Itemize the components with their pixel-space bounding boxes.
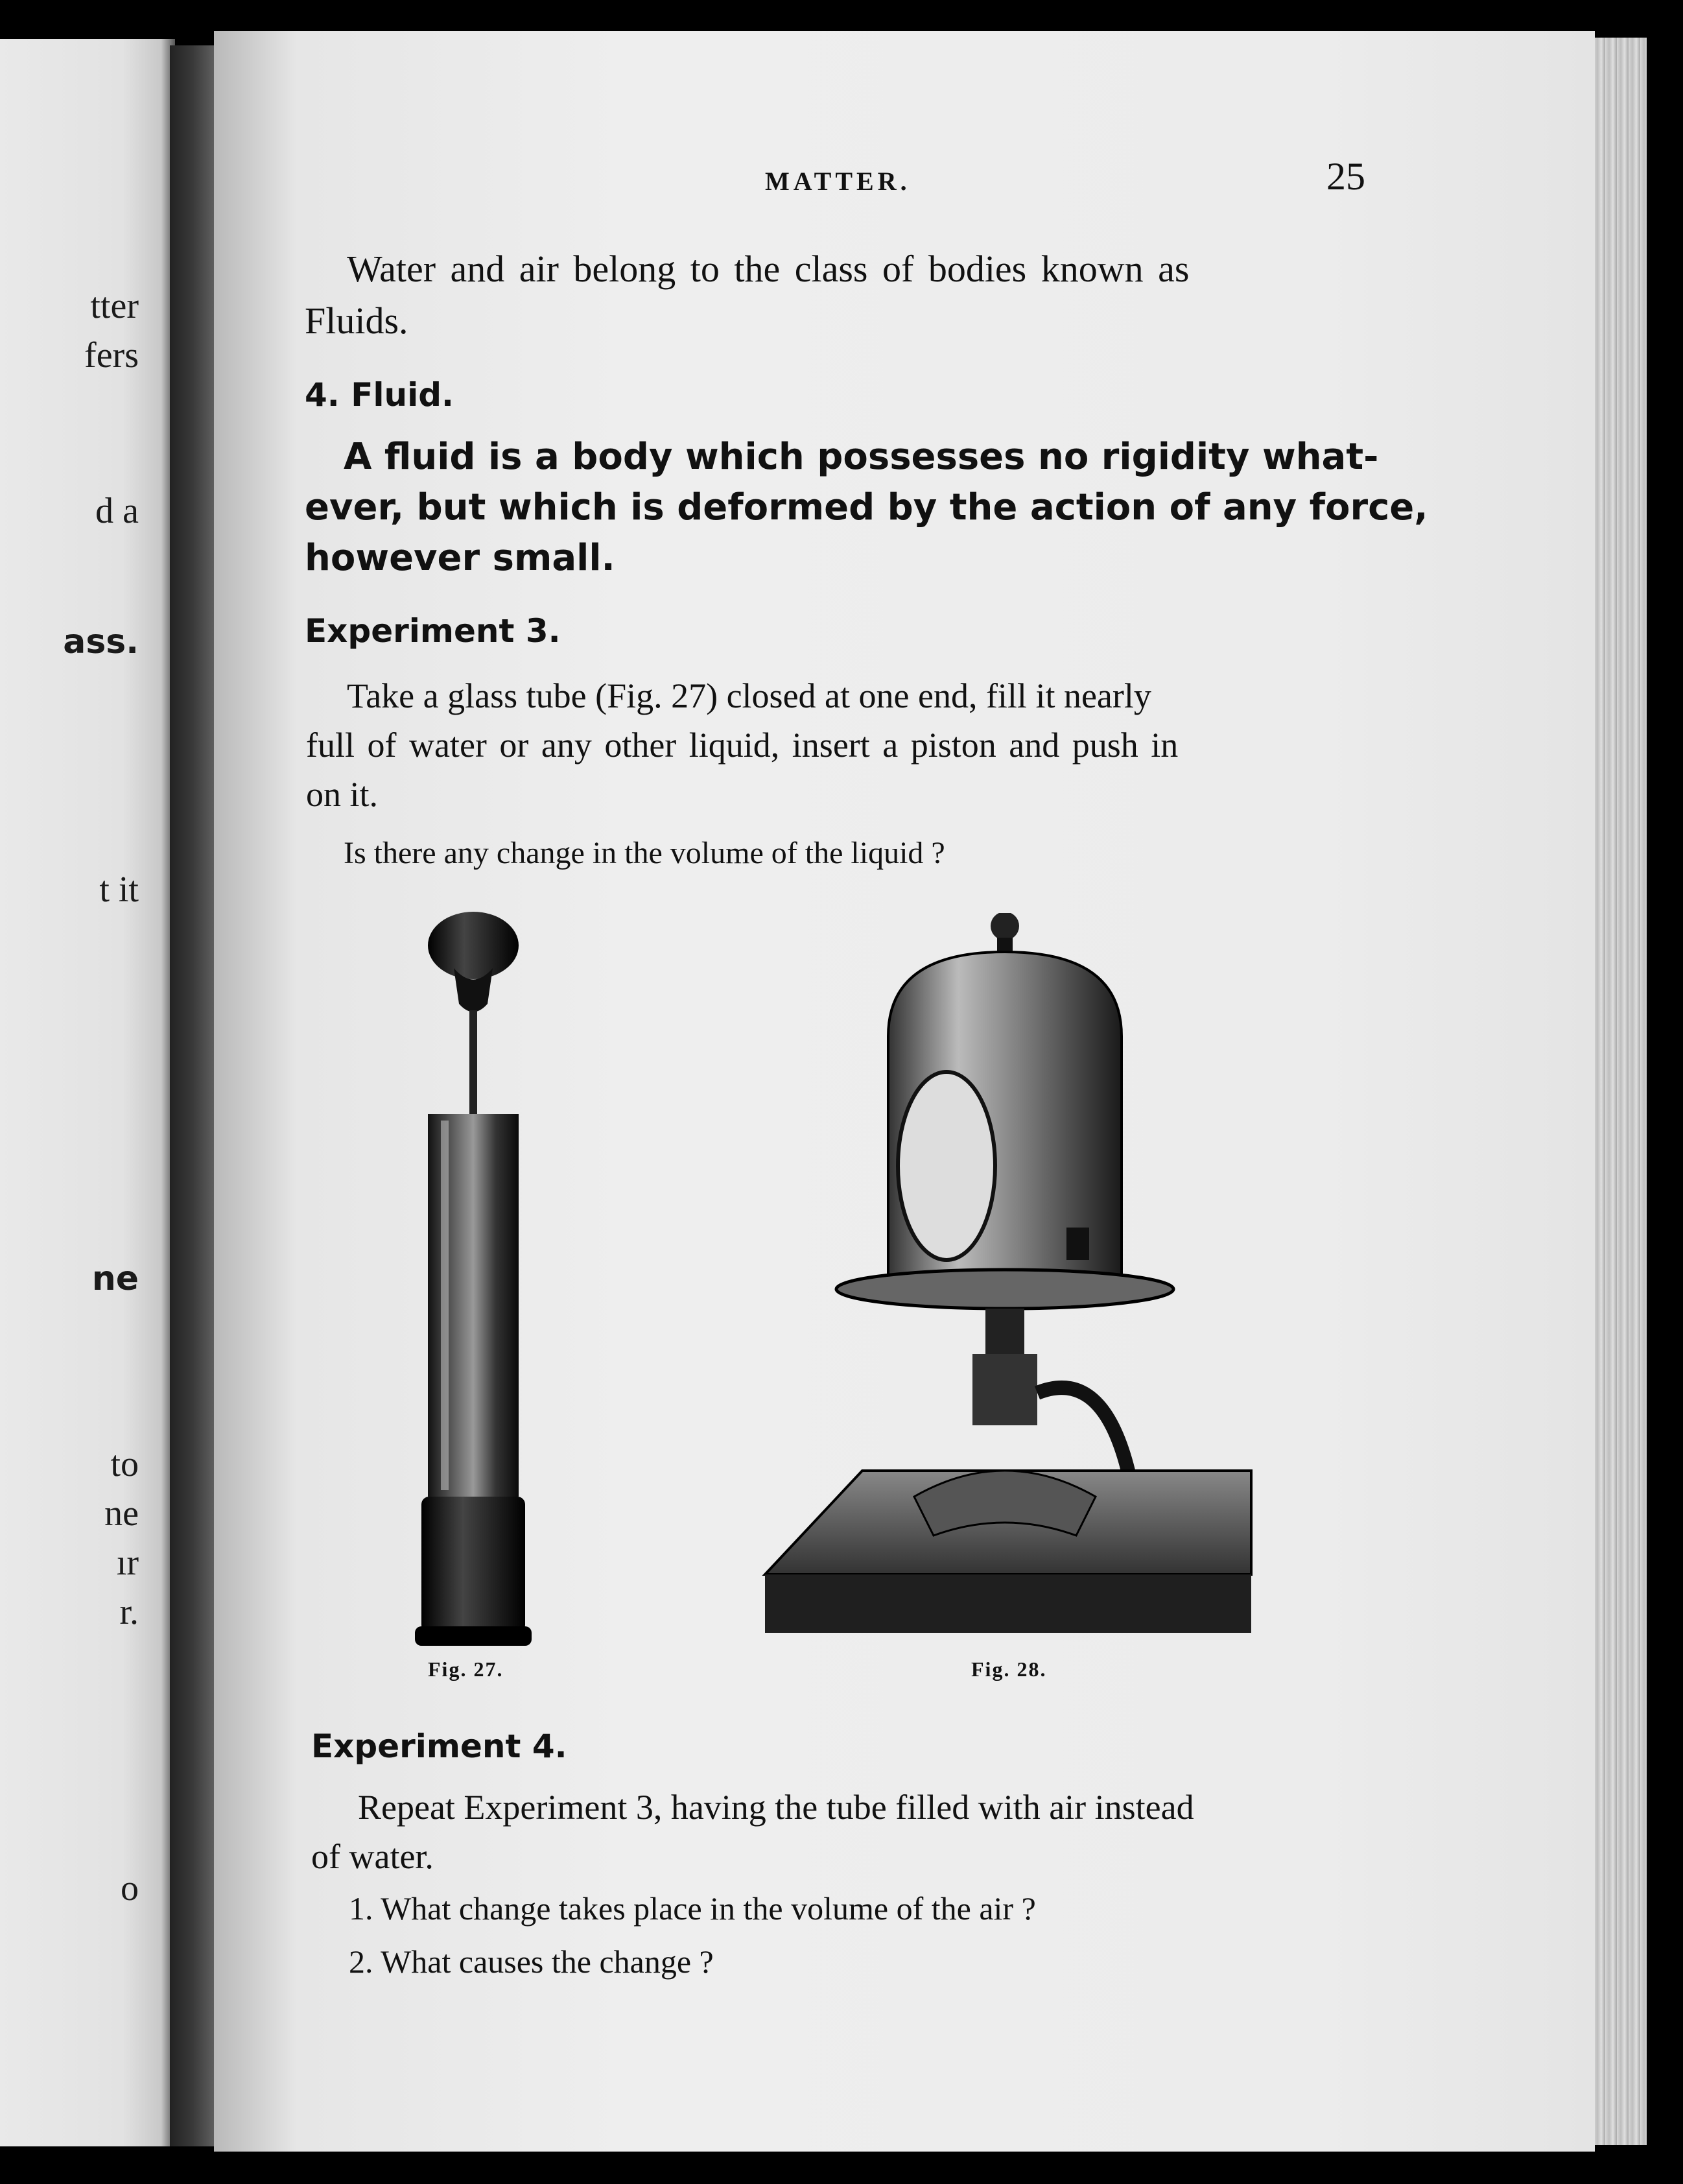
- intro-line: Fluids.: [305, 300, 408, 342]
- fig27-glass-tube-illustration: [402, 907, 545, 1652]
- definition-line: however small.: [305, 537, 615, 579]
- left-fragment: to: [110, 1444, 139, 1484]
- experiment4-line: Repeat Experiment 3, having the tube filled with air instead: [358, 1788, 1194, 1827]
- experiment3-line: full of water or any other liquid, insert a piston and push in: [306, 726, 1179, 765]
- left-fragment: ne: [91, 1259, 139, 1298]
- definition-line: ever, but which is deformed by the action of any force,: [305, 486, 1428, 528]
- experiment4-question: 2. What causes the change ?: [349, 1943, 714, 1980]
- left-fragment: t it: [99, 870, 139, 910]
- experiment3-question: Is there any change in the volume of the liquid ?: [344, 836, 945, 870]
- fig28-bell-jar-illustration: [739, 913, 1303, 1646]
- left-fragment: r.: [119, 1592, 139, 1632]
- left-fragment: o: [121, 1868, 139, 1908]
- definition-line: A fluid is a body which possesses no rigidity what-: [344, 436, 1379, 478]
- experiment4-question: 1. What change takes place in the volume of the air ?: [349, 1890, 1036, 1927]
- left-fragment: d a: [95, 491, 139, 531]
- intro-line: Water and air belong to the class of bodies known as: [347, 248, 1190, 290]
- left-fragment: ır: [116, 1543, 139, 1583]
- right-page: [214, 31, 1595, 2152]
- left-fragment: fers: [84, 335, 139, 375]
- experiment4-line: of water.: [311, 1837, 434, 1876]
- running-title: MATTER.: [765, 167, 911, 196]
- left-fragment: ass.: [63, 623, 139, 661]
- experiment3-line: on it.: [306, 775, 379, 814]
- left-fragment: ne: [104, 1493, 139, 1534]
- section-heading: 4. Fluid.: [305, 376, 454, 414]
- page-number: 25: [1326, 155, 1365, 198]
- left-page: [0, 39, 175, 2146]
- experiment3-heading: Experiment 3.: [305, 612, 561, 650]
- fig27-caption: Fig. 27.: [428, 1657, 504, 1681]
- fig28-caption: Fig. 28.: [971, 1657, 1047, 1681]
- left-fragment: tter: [90, 286, 139, 326]
- experiment3-line: Take a glass tube (Fig. 27) closed at one end, fill it nearly: [347, 676, 1151, 715]
- experiment4-heading: Experiment 4.: [311, 1727, 567, 1765]
